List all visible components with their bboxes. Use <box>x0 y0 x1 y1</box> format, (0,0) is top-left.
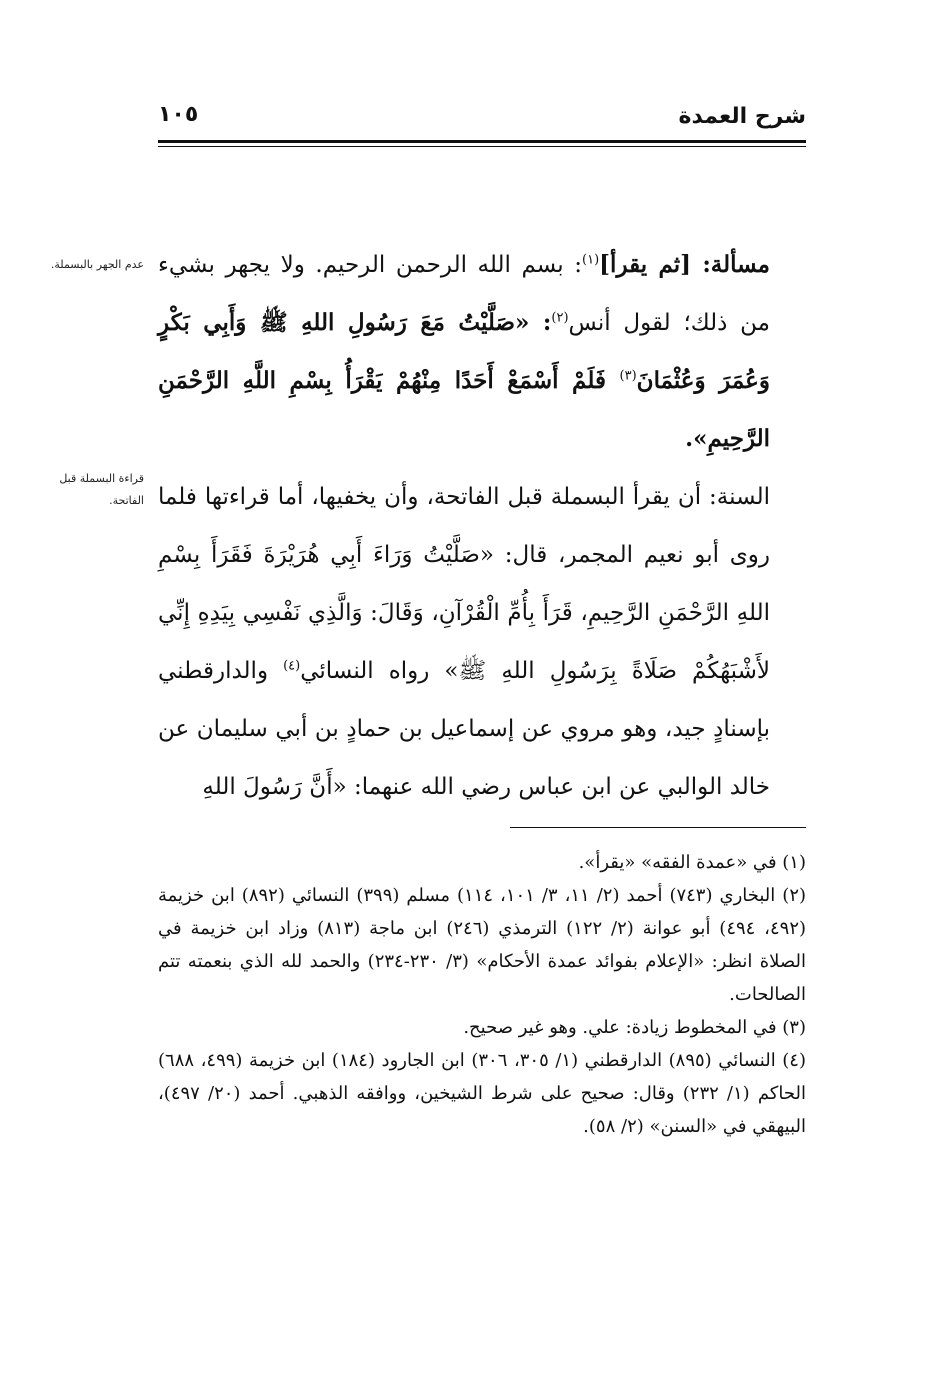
paragraph-masala <box>158 236 806 468</box>
running-header <box>158 100 806 140</box>
main-text <box>158 236 806 816</box>
footnote-ref-2: (٢) <box>551 310 569 326</box>
para1-hadith-1: : «صَلَّيْتُ مَعَ رَسُولِ اللهِ ﷺ وَأَبِي بَكْرٍ وَعُمَرَ وَعُثْمَانَ <box>158 309 771 394</box>
para1-text-1: : بسم الله الرحمن الرحيم. ولا يجهر بشيء من ذلك؛ لقول أنس <box>158 252 770 336</box>
para1-hadith-2: فَلَمْ أَسْمَعْ أَحَدًا مِنْهُمْ يَقْرَأُ بِسْمِ اللَّهِ الرَّحْمَنِ الرَّحِيمِ». <box>158 367 770 452</box>
para2-text-1: السنة: أن يقرأ البسملة قبل الفاتحة، وأن يخفيها، أما قراءتها فلما روى أبو نعيم المجمر، قال: «صَلَّيْتُ وَرَاءَ أَبِي هُرَيْرَةَ فَقَرَأَ بِسْمِ اللهِ الرَّحْمَنِ الرَّحِيمِ، قَرَأَ بِأُمِّ الْقُرْآنِ، وَقَالَ: وَالَّذِي نَفْسِي بِيَدِهِ إِنِّي لأَشْبَهُكُمْ صَلَاةً بِرَسُولِ اللهِ ﷺ» رواه النسائي <box>158 484 770 684</box>
running-title: شرح العمدة <box>678 104 806 129</box>
footnote-4: (٤) النسائي (٨٩٥) الدارقطني (١/ ٣٠٥، ٣٠٦) ابن الجارود (١٨٤) ابن خزيمة (٤٩٩، ٦٨٨) الحاكم (١/ ٢٣٢) وقال: صحيح على شرط الشيخين، ووافقه الذهبي. أحمد (٢٠/ ٤٩٧)، البيهقي في «السنن» (٢/ ٥٨). <box>158 1050 806 1137</box>
footnote-ref-3: (٣) <box>619 368 637 384</box>
footnote-1: (١) في «عمدة الفقه» «يقرأ». <box>578 852 806 873</box>
margin-note-basmala-before-fatiha: قراءة البسملة قبل الفاتحة. <box>59 472 144 507</box>
footnote-ref-1: (١) <box>582 252 600 268</box>
footnotes <box>158 846 806 1143</box>
header-rule-thin <box>158 146 806 147</box>
masala-lead: مسألة: [ثم يقرأ] <box>599 251 770 278</box>
footnote-2: (٢) البخاري (٧٤٣) أحمد (٢/ ١١، ٣/ ١٠١، ١١٤) مسلم (٣٩٩) النسائي (٨٩٢) ابن خزيمة (٤٩٢، ٤٩٤) أبو عوانة (٢/ ١٢٢) الترمذي (٢٤٦) ابن ماجة (٨١٣) وزاد ابن خزيمة في الصلاة انظر: «الإعلام بفوائد عمدة الأحكام» (٣/ ٢٣٠-٢٣٤) والحمد لله الذي بنعمته تتم الصالحات. <box>158 885 807 1005</box>
page-number: ١٠٥ <box>158 102 199 127</box>
header-rule-thick <box>158 140 806 143</box>
footnote-ref-4: (٤) <box>283 658 301 674</box>
footnote-3: (٣) في المخطوط زيادة: علي. وهو غير صحيح. <box>463 1017 806 1038</box>
margin-note-no-loud-basmala: عدم الجهر بالبسملة. <box>50 258 144 271</box>
para2-text-2: والدارقطني بإسنادٍ جيد، وهو مروي عن إسماعيل بن حمادٍ بن أبي سليمان عن خالد الوالبي عن ابن عباس رضي الله عنهما: «أَنَّ رَسُولَ اللهِ <box>158 658 770 800</box>
paragraph-sunna <box>158 468 806 816</box>
footnote-separator <box>510 827 806 828</box>
